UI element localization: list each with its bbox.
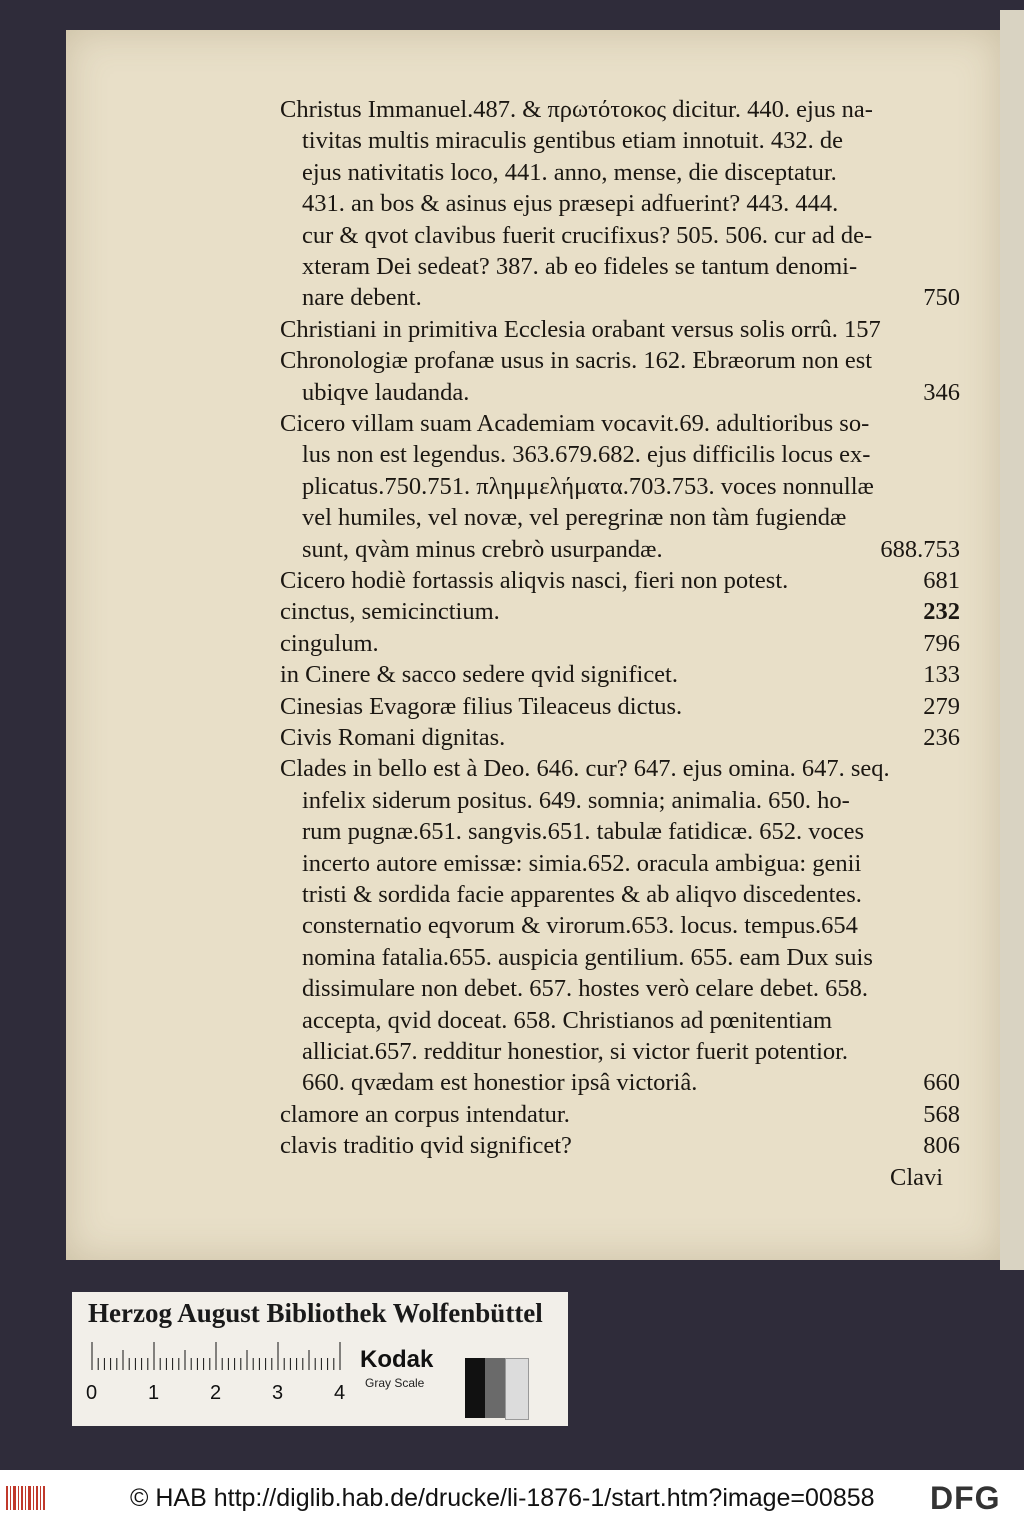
catchword: Clavi bbox=[890, 1163, 944, 1191]
page-reference: 279 bbox=[923, 692, 960, 720]
page-reference: 346 bbox=[923, 378, 960, 406]
index-line: Christiani in primitiva Ecclesia orabant versus solis orrû. 157 bbox=[280, 315, 881, 343]
ruler-number: 1 bbox=[148, 1382, 160, 1404]
index-line: nare debent. bbox=[302, 284, 422, 312]
ruler-numbers bbox=[82, 1382, 412, 1412]
index-line: cinctus, semicinctium. bbox=[280, 598, 500, 626]
page-reference: 232 bbox=[923, 598, 960, 626]
index-line: dissimulare non debet. 657. hostes verò celare debet. 658. bbox=[302, 975, 869, 1003]
black-patch bbox=[465, 1358, 485, 1418]
next-page-edge bbox=[1000, 10, 1024, 1270]
index-line: nomina fatalia.655. auspicia gentilium. 655. eam Dux suis bbox=[302, 943, 873, 971]
white-patch bbox=[505, 1358, 529, 1420]
index-line: ejus nativitatis loco, 441. anno, mense, die disceptatur. bbox=[302, 158, 837, 186]
gray-patch bbox=[485, 1358, 505, 1418]
ruler-number: 3 bbox=[272, 1382, 284, 1404]
ruler-number: 0 bbox=[86, 1382, 98, 1404]
index-line: tivitas multis miraculis gentibus etiam innotuit. 432. de bbox=[302, 127, 843, 155]
index-line: Cicero hodiè fortassis aliqvis nasci, fieri non potest. bbox=[280, 567, 789, 594]
index-line: clavis traditio qvid significet? bbox=[280, 1132, 572, 1160]
index-line: consternatio eqvorum & virorum.653. locus. tempus.654 bbox=[302, 912, 858, 940]
page-reference: 688.753 bbox=[880, 535, 960, 563]
copyright-url[interactable]: © HAB http://diglib.hab.de/drucke/li-1876-1/start.htm?image=00858 bbox=[130, 1484, 875, 1512]
index-line: cingulum. bbox=[280, 629, 379, 657]
index-line: clamore an corpus intendatur. bbox=[280, 1100, 570, 1128]
footer-bar bbox=[0, 1470, 1024, 1528]
index-line: ubiqve laudanda. bbox=[302, 378, 470, 406]
index-line: 660. qvædam est honestior ipsâ victoriâ. bbox=[302, 1069, 698, 1097]
index-line: accepta, qvid doceat. 658. Christianos ad pœnitentiam bbox=[302, 1006, 833, 1034]
index-line: alliciat.657. redditur honestior, si victor fuerit potentior. bbox=[302, 1038, 849, 1065]
page-reference: 681 bbox=[923, 567, 960, 594]
ruler-number: 2 bbox=[210, 1382, 222, 1404]
index-line: Christus Immanuel.487. & πρωτότοκος dicitur. 440. ejus na- bbox=[280, 96, 873, 123]
index-line: 431. an bos & asinus ejus præsepi adfuerint? 443. 444. bbox=[302, 190, 839, 218]
index-line: Cicero villam suam Academiam vocavit.69. adultioribus so- bbox=[280, 410, 870, 437]
index-line: infelix siderum positus. 649. somnia; animalia. 650. ho- bbox=[302, 786, 850, 814]
index-line: cur & qvot clavibus fuerit crucifixus? 505. 506. cur ad de- bbox=[302, 221, 873, 249]
index-line: rum pugnæ.651. sangvis.651. tabulæ fatidicæ. 652. voces bbox=[302, 818, 865, 846]
color-reference-card bbox=[72, 1292, 568, 1426]
page-reference: 236 bbox=[923, 724, 960, 751]
barcode-icon bbox=[6, 1484, 46, 1512]
ruler-number: 4 bbox=[334, 1382, 346, 1404]
index-line: in Cinere & sacco sedere qvid significet. bbox=[280, 661, 678, 689]
ruler-scale bbox=[90, 1342, 350, 1370]
index-line: Clades in bello est à Deo. 646. cur? 647. ejus omina. 647. seq. bbox=[280, 755, 890, 783]
index-line: plicatus.750.751. πλημμελήματα.703.753. voces nonnullæ bbox=[302, 472, 874, 500]
page-reference: 660 bbox=[923, 1069, 960, 1097]
page-reference: 133 bbox=[923, 661, 960, 689]
page-reference: 750 bbox=[923, 284, 960, 312]
index-line: tristi & sordida facie apparentes & ab aliqvo discedentes. bbox=[302, 881, 862, 908]
index-line: Chronologiæ profanæ usus in sacris. 162. Ebræorum non est bbox=[280, 347, 873, 375]
kodak-logo: Kodak bbox=[360, 1346, 434, 1373]
index-line: xteram Dei sedeat? 387. ab eo fideles se tantum denomi- bbox=[302, 253, 858, 280]
page-reference: 568 bbox=[923, 1100, 960, 1128]
page-reference: 796 bbox=[923, 629, 960, 657]
index-line: Cinesias Evagoræ filius Tileaceus dictus. bbox=[280, 692, 683, 720]
library-name: Herzog August Bibliothek Wolfenbüttel bbox=[88, 1298, 543, 1328]
gray-scale-label: Gray Scale bbox=[365, 1376, 425, 1390]
index-line: Civis Romani dignitas. bbox=[280, 724, 506, 751]
index-line: incerto autore emissæ: simia.652. oracula ambigua: genii bbox=[302, 849, 862, 877]
index-line: vel humiles, vel novæ, vel peregrinæ non tàm fugiendæ bbox=[302, 504, 847, 532]
index-line: sunt, qvàm minus crebrò usurpandæ. bbox=[302, 535, 663, 563]
dfg-logo: DFG bbox=[930, 1480, 1001, 1516]
index-line: lus non est legendus. 363.679.682. ejus difficilis locus ex- bbox=[302, 441, 871, 469]
page-reference: 806 bbox=[923, 1132, 960, 1160]
